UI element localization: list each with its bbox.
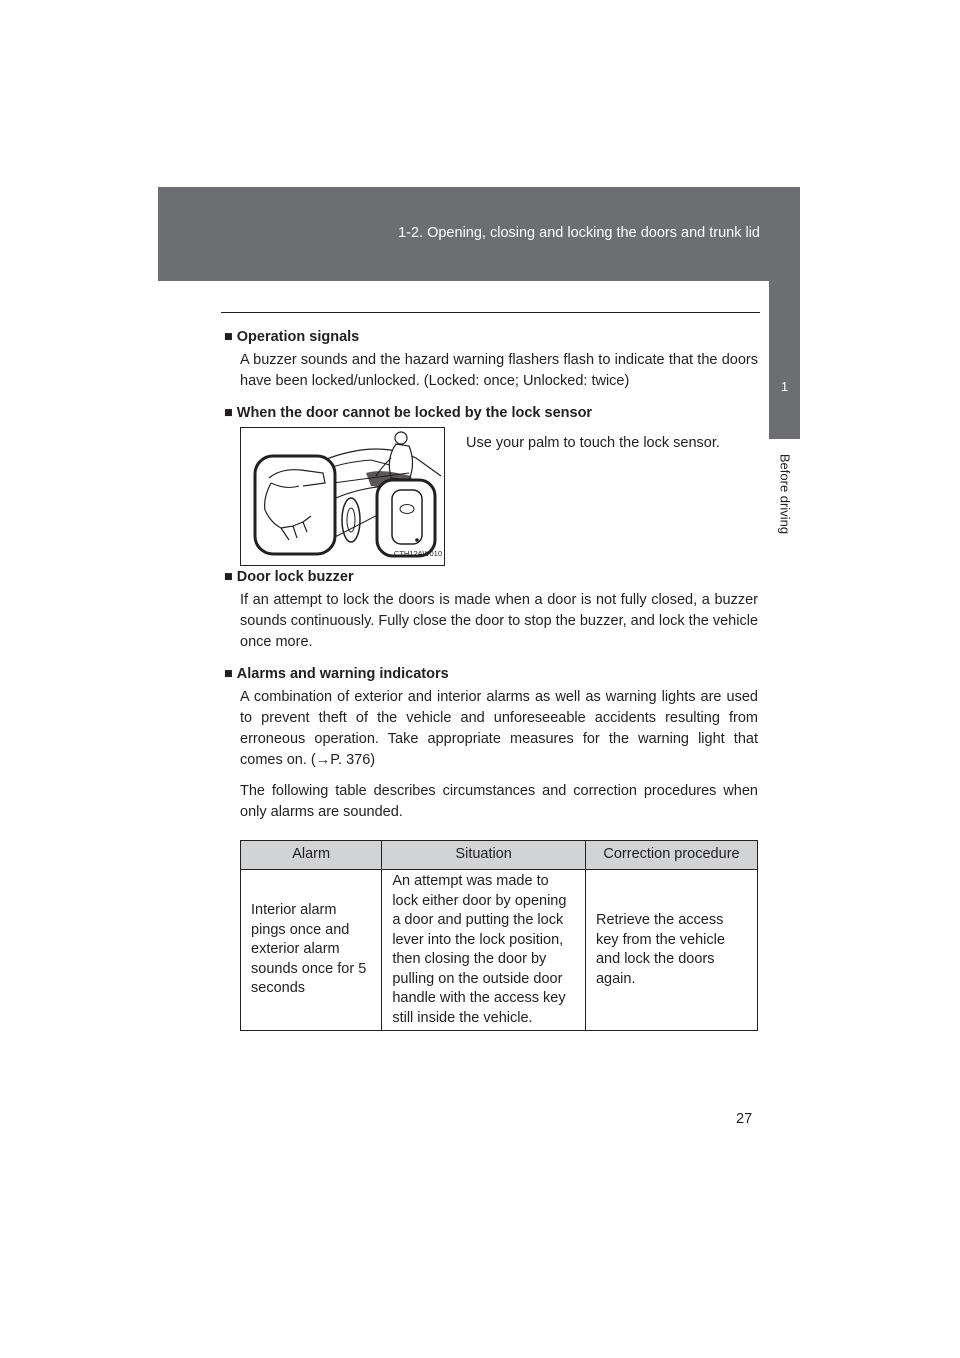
correction-cell: Retrieve the access key from the vehicle and lock the doors again. (585, 870, 757, 1031)
column-header-correction: Correction procedure (585, 841, 757, 870)
lock-sensor-illustration (240, 427, 445, 566)
figure-code: CTH12AW010 (393, 549, 442, 558)
bullet-square-icon: ■ (224, 666, 233, 682)
chapter-number: 1 (780, 379, 789, 394)
heading-operation-signals: ■ Operation signals (224, 327, 758, 348)
lock-sensor-figure-row (224, 427, 758, 567)
situation-cell: An attempt was made to lock either door by opening a door and putting the lock lever into the lock position, then closing the door by pulling on the outside door handle with the access key still inside the vehicle. (382, 870, 586, 1031)
chapter-label: Before driving (777, 453, 793, 535)
lock-sensor-instruction: Use your palm to touch the lock sensor. (466, 435, 720, 451)
bullet-square-icon: ■ (224, 329, 233, 345)
alarms-table-intro: The following table describes circumstances and correction procedures when only alarms are sounded. (240, 783, 758, 820)
section-title: 1-2. Opening, closing and locking the doors and trunk lid (398, 225, 760, 241)
bullet-square-icon: ■ (224, 569, 233, 585)
top-rule (221, 312, 760, 313)
page-content (224, 327, 758, 823)
table-header-row (241, 841, 758, 870)
alarm-table (240, 840, 758, 1031)
chapter-tab (769, 281, 800, 439)
heading-lock-sensor: ■ When the door cannot be locked by the lock sensor (224, 403, 758, 424)
heading-door-lock-buzzer: ■ Door lock buzzer (224, 567, 758, 588)
header-band (158, 187, 800, 281)
alarms-text: A combination of exterior and interior alarms as well as warning lights are used to prevent theft of the vehicle and unforeseeable accidents resulting from erroneous operation. Take appropriate measures for the warning light that comes on. (→P. 376) (240, 689, 758, 768)
operation-signals-text: A buzzer sounds and the hazard warning flashers flash to indicate that the doors have been locked/unlocked. (Locked: once; Unlocked: twice) (240, 352, 758, 389)
table-row (241, 870, 758, 1031)
alarm-cell: Interior alarm pings once and exterior alarm sounds once for 5 seconds (241, 870, 382, 1031)
heading-alarms: ■ Alarms and warning indicators (224, 664, 758, 685)
door-lock-buzzer-text: If an attempt to lock the doors is made when a door is not fully closed, a buzzer sounds continuously. Fully close the door to stop the buzzer, and lock the vehicle once more. (240, 592, 759, 650)
column-header-alarm: Alarm (241, 841, 382, 870)
column-header-situation: Situation (382, 841, 586, 870)
bullet-square-icon: ■ (224, 405, 233, 421)
page-number: 27 (736, 1111, 753, 1127)
